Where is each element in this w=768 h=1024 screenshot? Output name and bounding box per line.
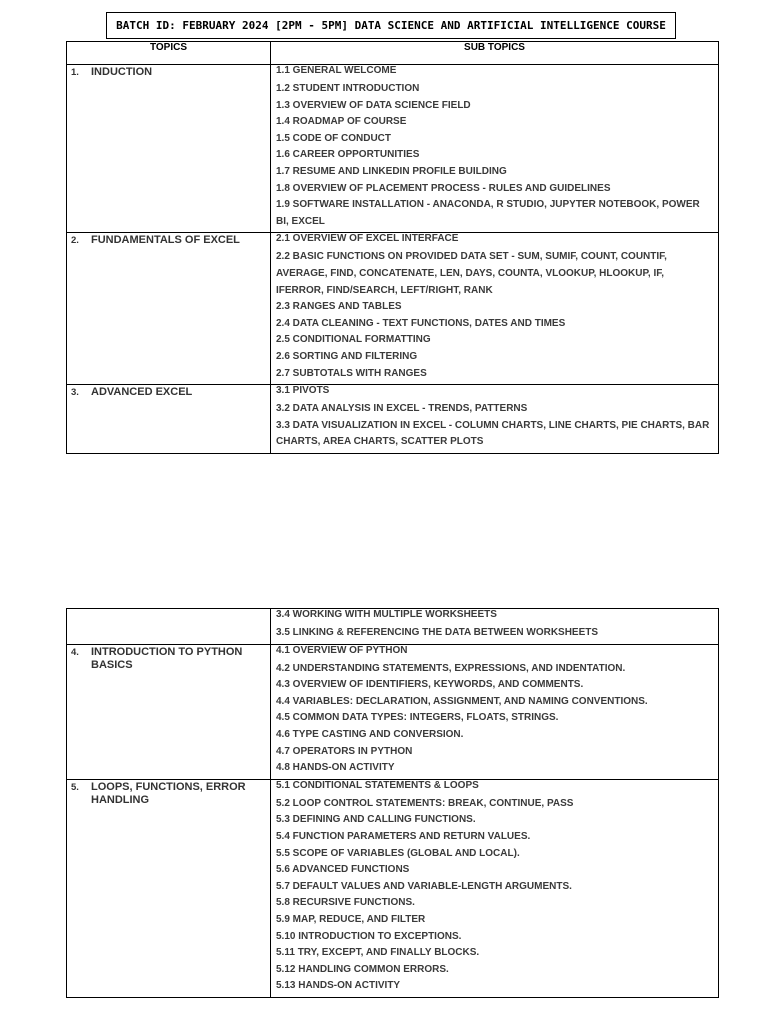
- subtopic-item: 2.5 CONDITIONAL FORMATTING: [276, 334, 431, 346]
- topic-title: ADVANCED EXCEL: [91, 386, 193, 399]
- subtopic-item: 5.9 MAP, REDUCE, AND FILTER: [276, 913, 426, 925]
- subtopic-item: 5.1 CONDITIONAL STATEMENTS & LOOPS: [276, 779, 479, 791]
- topic-number: 4.: [71, 646, 79, 658]
- topic-cell: [67, 609, 271, 645]
- subtopics-cell: [271, 65, 719, 233]
- subtopic-item: 4.7 OPERATORS IN PYTHON: [276, 745, 413, 757]
- table-body-page-1: [67, 65, 719, 454]
- subtopic-item: 3.2 DATA ANALYSIS IN EXCEL - TRENDS, PATTERNS: [276, 403, 528, 415]
- subtopic-item: 4.1 OVERVIEW OF PYTHON: [276, 644, 408, 656]
- subtopic-item: 5.3 DEFINING AND CALLING FUNCTIONS.: [276, 814, 476, 826]
- curriculum-table-page-1: [66, 41, 719, 454]
- topic-cell: [67, 233, 271, 385]
- topics-header: TOPICS: [67, 42, 271, 65]
- subtopics-header: SUB TOPICS: [271, 42, 719, 65]
- topic-cell: [67, 779, 271, 997]
- subtopic-list: [271, 780, 718, 997]
- subtopics-cell: [271, 385, 719, 454]
- subtopic-list: [271, 385, 718, 453]
- subtopic-item: 5.4 FUNCTION PARAMETERS AND RETURN VALUES.: [276, 830, 531, 842]
- subtopic-item: 1.7 RESUME AND LINKEDIN PROFILE BUILDING: [276, 165, 507, 177]
- subtopic-item: 2.7 SUBTOTALS WITH RANGES: [276, 367, 427, 379]
- subtopic-item: 5.5 SCOPE OF VARIABLES (GLOBAL AND LOCAL).: [276, 847, 520, 859]
- topic-number: 1.: [71, 67, 79, 78]
- subtopic-item: 1.8 OVERVIEW OF PLACEMENT PROCESS - RULES AND GUIDELINES: [276, 182, 611, 194]
- topic-heading: [67, 233, 270, 247]
- table-row: [67, 779, 719, 997]
- subtopics-cell: [271, 233, 719, 385]
- table-row: [67, 233, 719, 385]
- topic-title: INDUCTION: [91, 66, 153, 78]
- subtopic-item: 5.8 RECURSIVE FUNCTIONS.: [276, 897, 415, 909]
- subtopic-item: 5.2 LOOP CONTROL STATEMENTS: BREAK, CONTINUE, PASS: [276, 797, 574, 809]
- curriculum-table-page-2: [66, 608, 719, 998]
- table-row: [67, 385, 719, 454]
- subtopic-item: 2.2 BASIC FUNCTIONS ON PROVIDED DATA SET - SUM, SUMIF, COUNT, COUNTIF, AVERAGE, FIND, CONCATENATE, LEN, DAYS, COUNTA, VLOOKUP, HLOOKUP, IF, IFERROR, FIND/SEARCH, LEFT/RIGHT, RANK: [276, 251, 667, 296]
- topic-heading: [67, 65, 270, 79]
- subtopic-item: 3.1 PIVOTS: [276, 385, 330, 397]
- table-row: [67, 609, 719, 645]
- header-row: [67, 42, 719, 65]
- table-row: [67, 644, 719, 779]
- subtopic-item: 1.3 OVERVIEW OF DATA SCIENCE FIELD: [276, 99, 471, 111]
- table-row: [67, 65, 719, 233]
- topic-title: LOOPS, FUNCTIONS, ERROR HANDLING: [91, 780, 246, 806]
- subtopic-item: 1.1 GENERAL WELCOME: [276, 65, 397, 76]
- subtopic-item: 4.6 TYPE CASTING AND CONVERSION.: [276, 728, 464, 740]
- batch-title: BATCH ID: FEBRUARY 2024 [2PM - 5PM] DATA SCIENCE AND ARTIFICIAL INTELLIGENCE COURSE: [106, 12, 676, 39]
- subtopic-item: 2.1 OVERVIEW OF EXCEL INTERFACE: [276, 233, 459, 245]
- topic-title: FUNDAMENTALS OF EXCEL: [91, 234, 240, 247]
- topic-number: 2.: [71, 235, 79, 247]
- subtopic-item: 4.5 COMMON DATA TYPES: INTEGERS, FLOATS, STRINGS.: [276, 712, 559, 724]
- subtopic-item: 3.3 DATA VISUALIZATION IN EXCEL - COLUMN CHARTS, LINE CHARTS, PIE CHARTS, BAR CHARTS, AREA CHARTS, SCATTER PLOTS: [276, 419, 710, 448]
- subtopic-list: [271, 645, 718, 779]
- subtopic-item: 4.3 OVERVIEW OF IDENTIFIERS, KEYWORDS, AND COMMENTS.: [276, 679, 584, 691]
- table-body-page-2: [67, 609, 719, 998]
- subtopic-list: [271, 233, 718, 384]
- subtopic-item: 2.3 RANGES AND TABLES: [276, 301, 402, 313]
- subtopic-item: 1.6 CAREER OPPORTUNITIES: [276, 149, 420, 161]
- subtopic-item: 5.12 HANDLING COMMON ERRORS.: [276, 963, 449, 975]
- topic-number: 3.: [71, 387, 79, 399]
- subtopics-cell: [271, 779, 719, 997]
- subtopic-item: 3.4 WORKING WITH MULTIPLE WORKSHEETS: [276, 609, 497, 620]
- topic-number: 5.: [71, 781, 79, 793]
- subtopic-item: 4.2 UNDERSTANDING STATEMENTS, EXPRESSIONS, AND INDENTATION.: [276, 662, 626, 674]
- topic-heading: [67, 780, 270, 807]
- subtopic-item: 5.10 INTRODUCTION TO EXCEPTIONS.: [276, 930, 462, 942]
- topic-title: INTRODUCTION TO PYTHON BASICS: [91, 645, 243, 671]
- subtopic-item: 1.9 SOFTWARE INSTALLATION - ANACONDA, R STUDIO, JUPYTER NOTEBOOK, POWER BI, EXCEL: [276, 199, 700, 227]
- subtopic-item: 2.4 DATA CLEANING - TEXT FUNCTIONS, DATES AND TIMES: [276, 317, 566, 329]
- topic-heading: [67, 385, 270, 399]
- topic-cell: [67, 644, 271, 779]
- subtopic-item: 5.13 HANDS-ON ACTIVITY: [276, 980, 401, 992]
- subtopic-item: 5.7 DEFAULT VALUES AND VARIABLE-LENGTH ARGUMENTS.: [276, 880, 572, 892]
- subtopic-list: [271, 609, 718, 644]
- subtopic-item: 1.4 ROADMAP OF COURSE: [276, 116, 407, 128]
- topic-cell: [67, 385, 271, 454]
- subtopic-list: [271, 65, 718, 232]
- subtopic-item: 4.8 HANDS-ON ACTIVITY: [276, 762, 395, 774]
- subtopic-item: 3.5 LINKING & REFERENCING THE DATA BETWEEN WORKSHEETS: [276, 627, 599, 638]
- subtopic-item: 5.11 TRY, EXCEPT, AND FINALLY BLOCKS.: [276, 947, 480, 959]
- topic-heading: [67, 645, 270, 672]
- subtopic-item: 5.6 ADVANCED FUNCTIONS: [276, 864, 410, 876]
- subtopic-item: 2.6 SORTING AND FILTERING: [276, 350, 418, 362]
- subtopic-item: 1.5 CODE OF CONDUCT: [276, 132, 392, 144]
- subtopic-item: 1.2 STUDENT INTRODUCTION: [276, 83, 420, 94]
- subtopics-cell: [271, 609, 719, 645]
- subtopics-cell: [271, 644, 719, 779]
- subtopic-item: 4.4 VARIABLES: DECLARATION, ASSIGNMENT, AND NAMING CONVENTIONS.: [276, 695, 648, 707]
- topic-cell: [67, 65, 271, 233]
